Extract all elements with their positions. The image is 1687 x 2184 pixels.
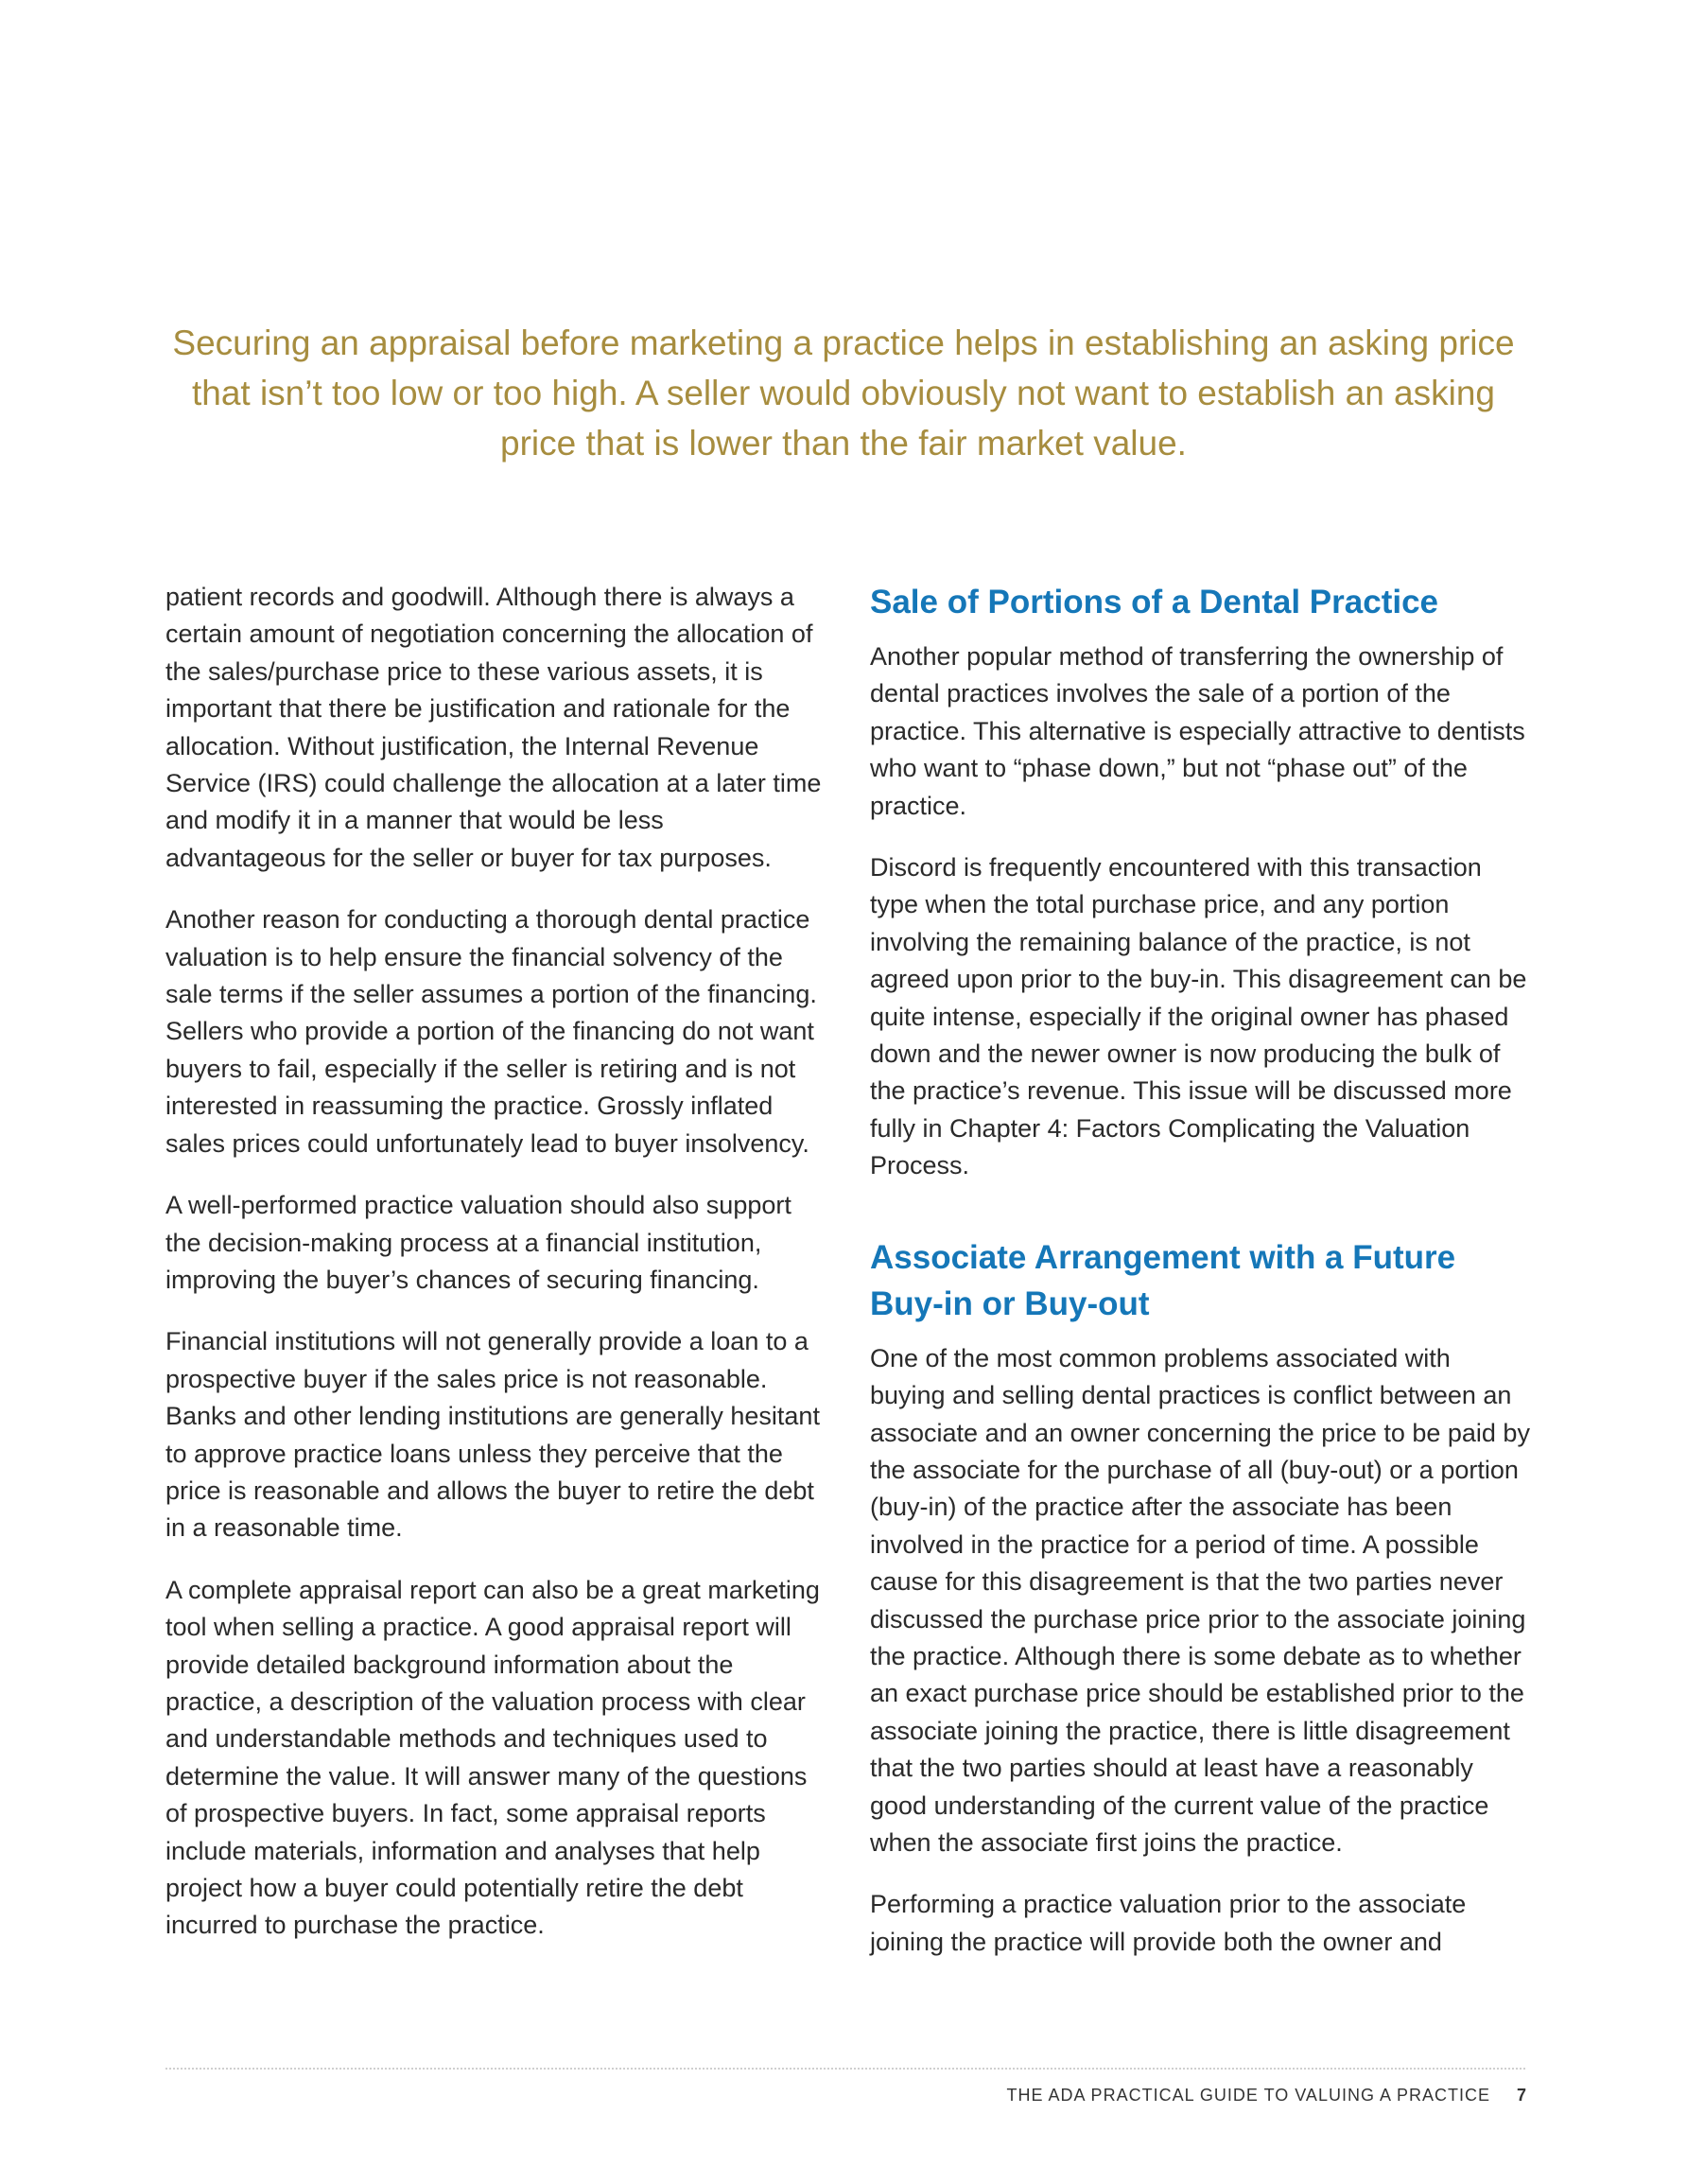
page-number: 7 [1516, 2086, 1526, 2105]
body-paragraph: A complete appraisal report can also be a great marketing tool when selling a practice. A good appraisal report will provide detailed background information about the practice, a description of the valuation process with clear and understandable methods and techniques used to determine the value. It will answer many of the questions of prospective buyers. In fact, some appraisal reports include materials, information and analyses that help project how a buyer could potentially retire the debt incurred to purchase the practice. [165, 1575, 820, 1940]
footer-title: THE ADA PRACTICAL GUIDE TO VALUING A PRACTICE [1006, 2086, 1490, 2105]
page-footer [1007, 2086, 1526, 2105]
body-paragraph: Performing a practice valuation prior to the associate joining the practice will provide both the owner and [870, 1890, 1467, 1956]
section-heading-associate-arrangement: Associate Arrangement with a Future Buy-in or Buy-out [870, 1238, 1456, 1322]
section-heading-sale-of-portions: Sale of Portions of a Dental Practice [870, 584, 1438, 620]
body-paragraph: One of the most common problems associated with buying and selling dental practices is conflict between an associate and an owner concerning the price to be paid by the associate for the purchase of all (buy-out) or a portion (buy-in) of the practice after the associate has been involved in the practice for a period of time. A possible cause for this disagreement is that the two parties never discussed the purchase price prior to the associate joining the practice. Although there is some debate as to whether an exact purchase price should be established prior to the associate joining the practice, there is little disagreement that the two parties should at least have a reasonably good understanding of the current value of the practice when the associate first joins the practice. [870, 1343, 1530, 1857]
left-column [165, 579, 827, 1969]
body-paragraph: A well-performed practice valuation should also support the decision-making process at a financial institution, improving the buyer’s chances of securing financing. [165, 1191, 791, 1294]
body-paragraph: Another popular method of transferring the ownership of dental practices involves the sale of a portion of the practice. This alternative is especially attractive to dentists who want to “phase down,” but not “phase out” of the practice. [870, 642, 1525, 820]
pull-quote: Securing an appraisal before marketing a practice helps in establishing an asking price that isn’t too low or too high. A seller would obviously not want to establish an asking price that is lower than the fair market value. [172, 323, 1515, 463]
body-paragraph: patient records and goodwill. Although there is always a certain amount of negotiation concerning the allocation of the sales/purchase price to these various assets, it is important that there be justification and rationale for the allocation. Without justification, the Internal Revenue Service (IRS) could challenge the allocation at a later time and modify it in a manner that would be less advantageous for the seller or buyer for tax purposes. [165, 583, 822, 872]
footer-divider [165, 2068, 1525, 2070]
body-paragraph: Discord is frequently encountered with this transaction type when the total purchase price, and any portion involving the remaining balance of the practice, is not agreed upon prior to the buy-in. This disagreement can be quite intense, especially if the original owner has phased down and the newer owner is now producing the bulk of the practice’s revenue. This issue will be discussed more fully in Chapter 4: Factors Complicating the Valuation Process. [870, 853, 1527, 1180]
right-column [870, 579, 1532, 1985]
body-paragraph: Financial institutions will not generally provide a loan to a prospective buyer if the sales price is not reasonable. Banks and other lending institutions are generally hesitant to approve practice loans unless they perceive that the price is reasonable and allows the buyer to retire the debt in a reasonable time. [165, 1327, 820, 1543]
body-paragraph: Another reason for conducting a thorough dental practice valuation is to help ensure the financial solvency of the sale terms if the seller assumes a portion of the financing. Sellers who provide a portion of the financing do not want buyers to fail, especially if the seller is retiring and is not interested in reassuming the practice. Grossly inflated sales prices could unfortunately lead to buyer insolvency. [165, 905, 817, 1158]
